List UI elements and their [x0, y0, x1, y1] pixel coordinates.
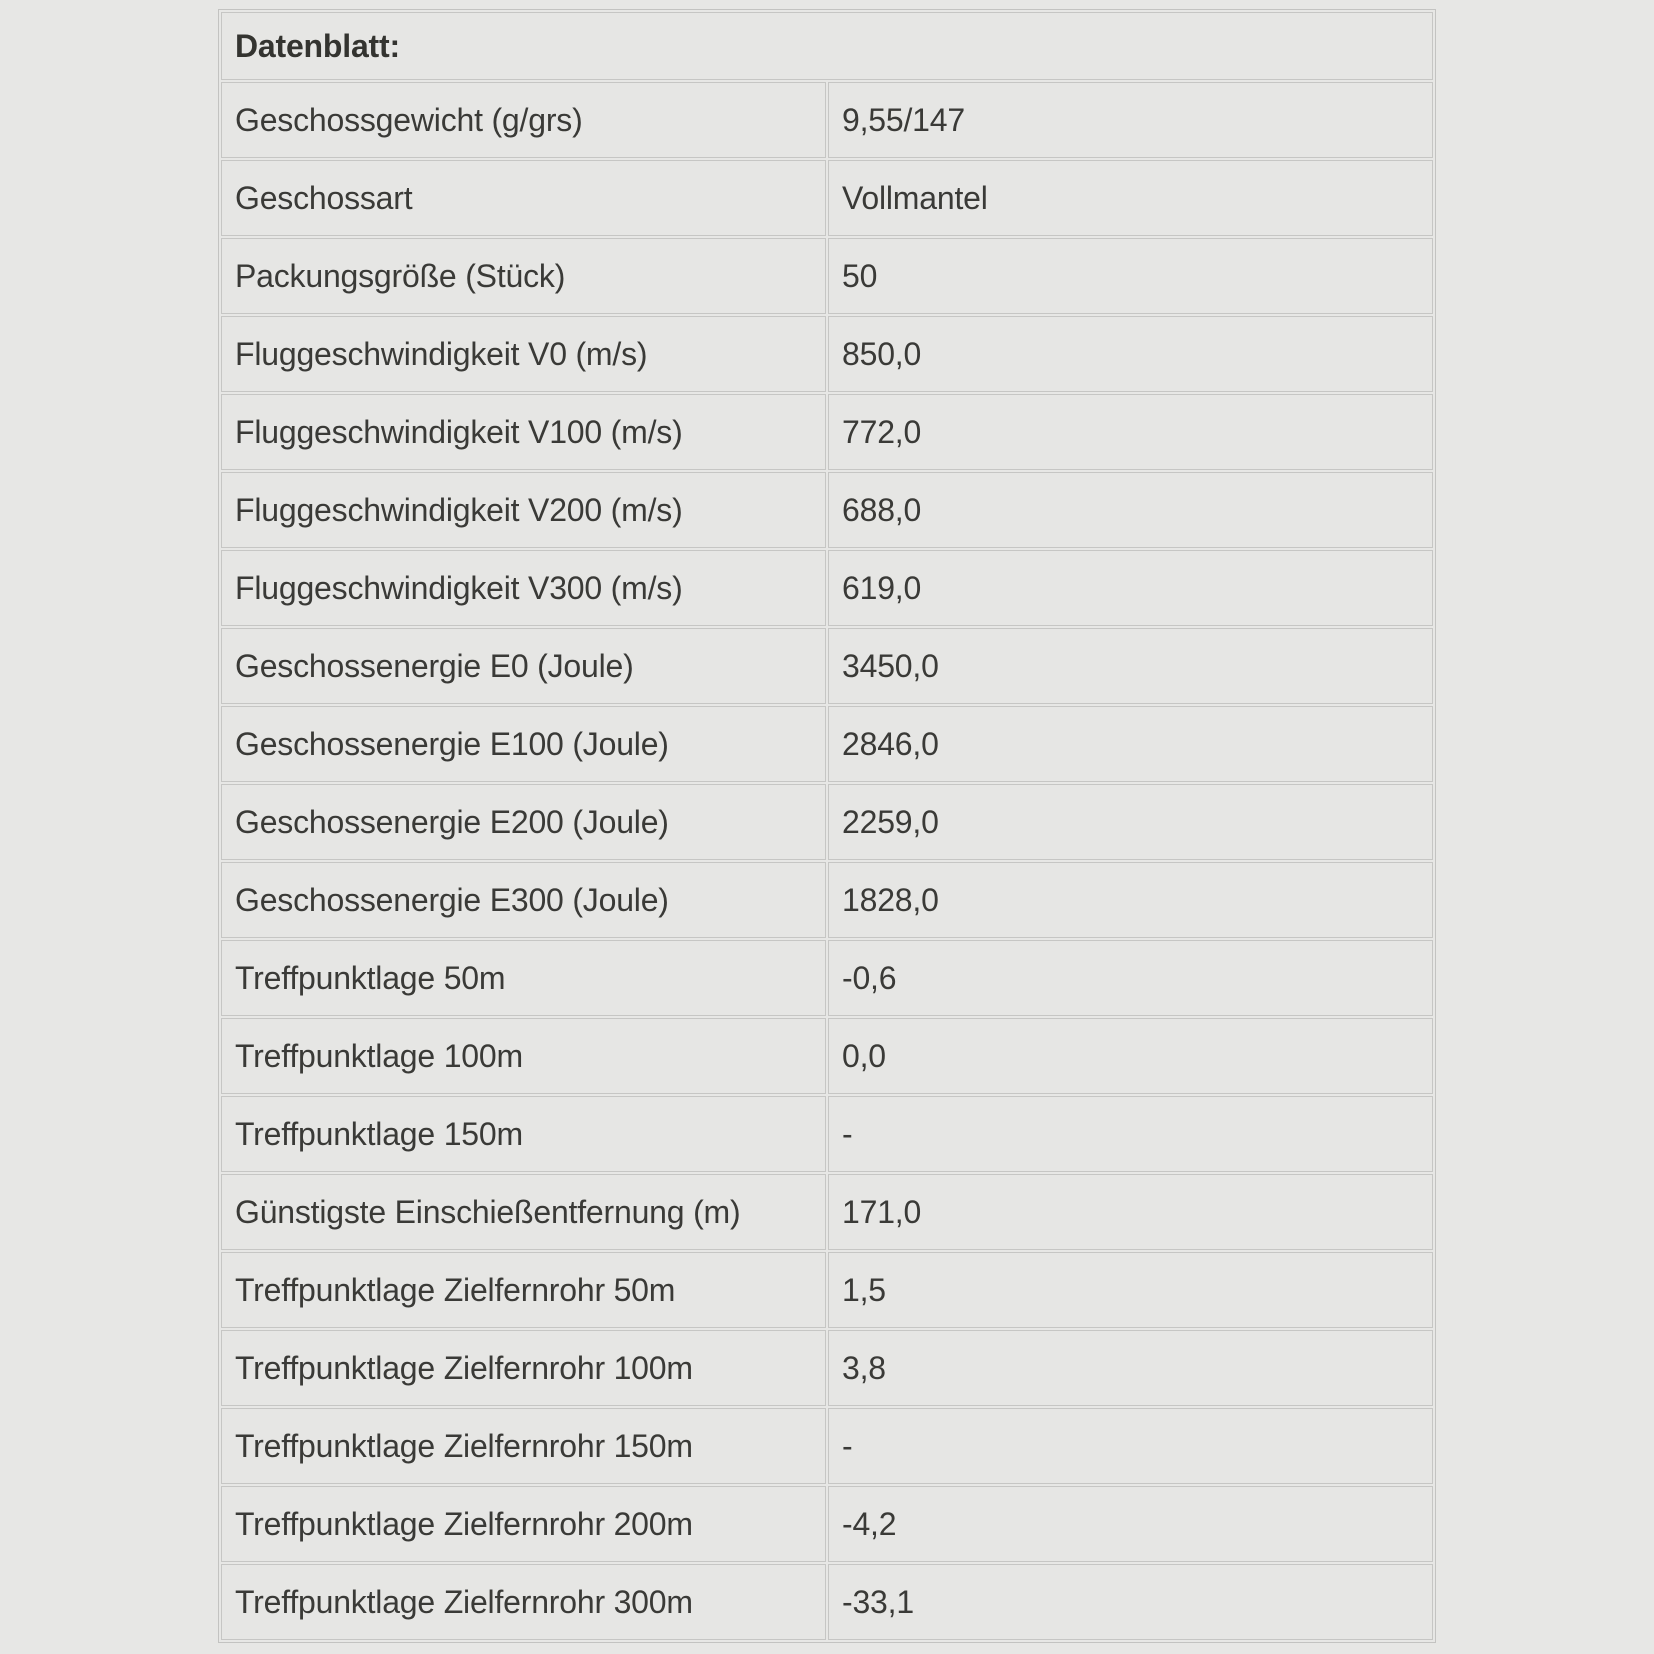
table-row	[221, 628, 1433, 704]
table-title: Datenblatt:	[221, 12, 1433, 80]
row-value: 3450,0	[828, 628, 1433, 704]
row-value: 9,55/147	[828, 82, 1433, 158]
row-value: 1,5	[828, 1252, 1433, 1328]
row-value: 2846,0	[828, 706, 1433, 782]
table-row	[221, 1408, 1433, 1484]
row-value: Vollmantel	[828, 160, 1433, 236]
row-value: 850,0	[828, 316, 1433, 392]
row-label: Fluggeschwindigkeit V100 (m/s)	[221, 394, 826, 470]
table-row	[221, 706, 1433, 782]
row-label: Fluggeschwindigkeit V0 (m/s)	[221, 316, 826, 392]
row-label: Geschossgewicht (g/grs)	[221, 82, 826, 158]
row-value: -	[828, 1408, 1433, 1484]
table-row	[221, 1096, 1433, 1172]
row-label: Treffpunktlage 150m	[221, 1096, 826, 1172]
row-label: Treffpunktlage Zielfernrohr 300m	[221, 1564, 826, 1640]
table-row	[221, 862, 1433, 938]
table-row	[221, 550, 1433, 626]
table-row	[221, 1252, 1433, 1328]
row-value: 3,8	[828, 1330, 1433, 1406]
table-row	[221, 1486, 1433, 1562]
row-label: Geschossenergie E200 (Joule)	[221, 784, 826, 860]
row-label: Geschossenergie E300 (Joule)	[221, 862, 826, 938]
row-label: Günstigste Einschießentfernung (m)	[221, 1174, 826, 1250]
row-value: 2259,0	[828, 784, 1433, 860]
table-row	[221, 472, 1433, 548]
table-row	[221, 1564, 1433, 1640]
table-row	[221, 1018, 1433, 1094]
table-row	[221, 238, 1433, 314]
table-row	[221, 316, 1433, 392]
table-row	[221, 940, 1433, 1016]
row-label: Treffpunktlage Zielfernrohr 100m	[221, 1330, 826, 1406]
row-label: Treffpunktlage 100m	[221, 1018, 826, 1094]
table-title-row	[221, 12, 1433, 80]
row-label: Fluggeschwindigkeit V300 (m/s)	[221, 550, 826, 626]
row-label: Packungsgröße (Stück)	[221, 238, 826, 314]
row-value: 0,0	[828, 1018, 1433, 1094]
table-row	[221, 1174, 1433, 1250]
row-value: -4,2	[828, 1486, 1433, 1562]
row-label: Treffpunktlage Zielfernrohr 150m	[221, 1408, 826, 1484]
row-value: 619,0	[828, 550, 1433, 626]
row-label: Geschossenergie E100 (Joule)	[221, 706, 826, 782]
row-label: Geschossenergie E0 (Joule)	[221, 628, 826, 704]
row-value: 688,0	[828, 472, 1433, 548]
table-row	[221, 784, 1433, 860]
table-row	[221, 160, 1433, 236]
row-label: Fluggeschwindigkeit V200 (m/s)	[221, 472, 826, 548]
row-value: 171,0	[828, 1174, 1433, 1250]
datasheet-table	[218, 9, 1436, 1643]
table-row	[221, 1330, 1433, 1406]
row-value: -0,6	[828, 940, 1433, 1016]
row-label: Treffpunktlage Zielfernrohr 50m	[221, 1252, 826, 1328]
table-row	[221, 82, 1433, 158]
row-label: Treffpunktlage 50m	[221, 940, 826, 1016]
row-value: 50	[828, 238, 1433, 314]
table-row	[221, 394, 1433, 470]
row-label: Treffpunktlage Zielfernrohr 200m	[221, 1486, 826, 1562]
row-value: 1828,0	[828, 862, 1433, 938]
datasheet-table-body	[221, 12, 1433, 1640]
row-value: -33,1	[828, 1564, 1433, 1640]
row-value: -	[828, 1096, 1433, 1172]
row-value: 772,0	[828, 394, 1433, 470]
row-label: Geschossart	[221, 160, 826, 236]
